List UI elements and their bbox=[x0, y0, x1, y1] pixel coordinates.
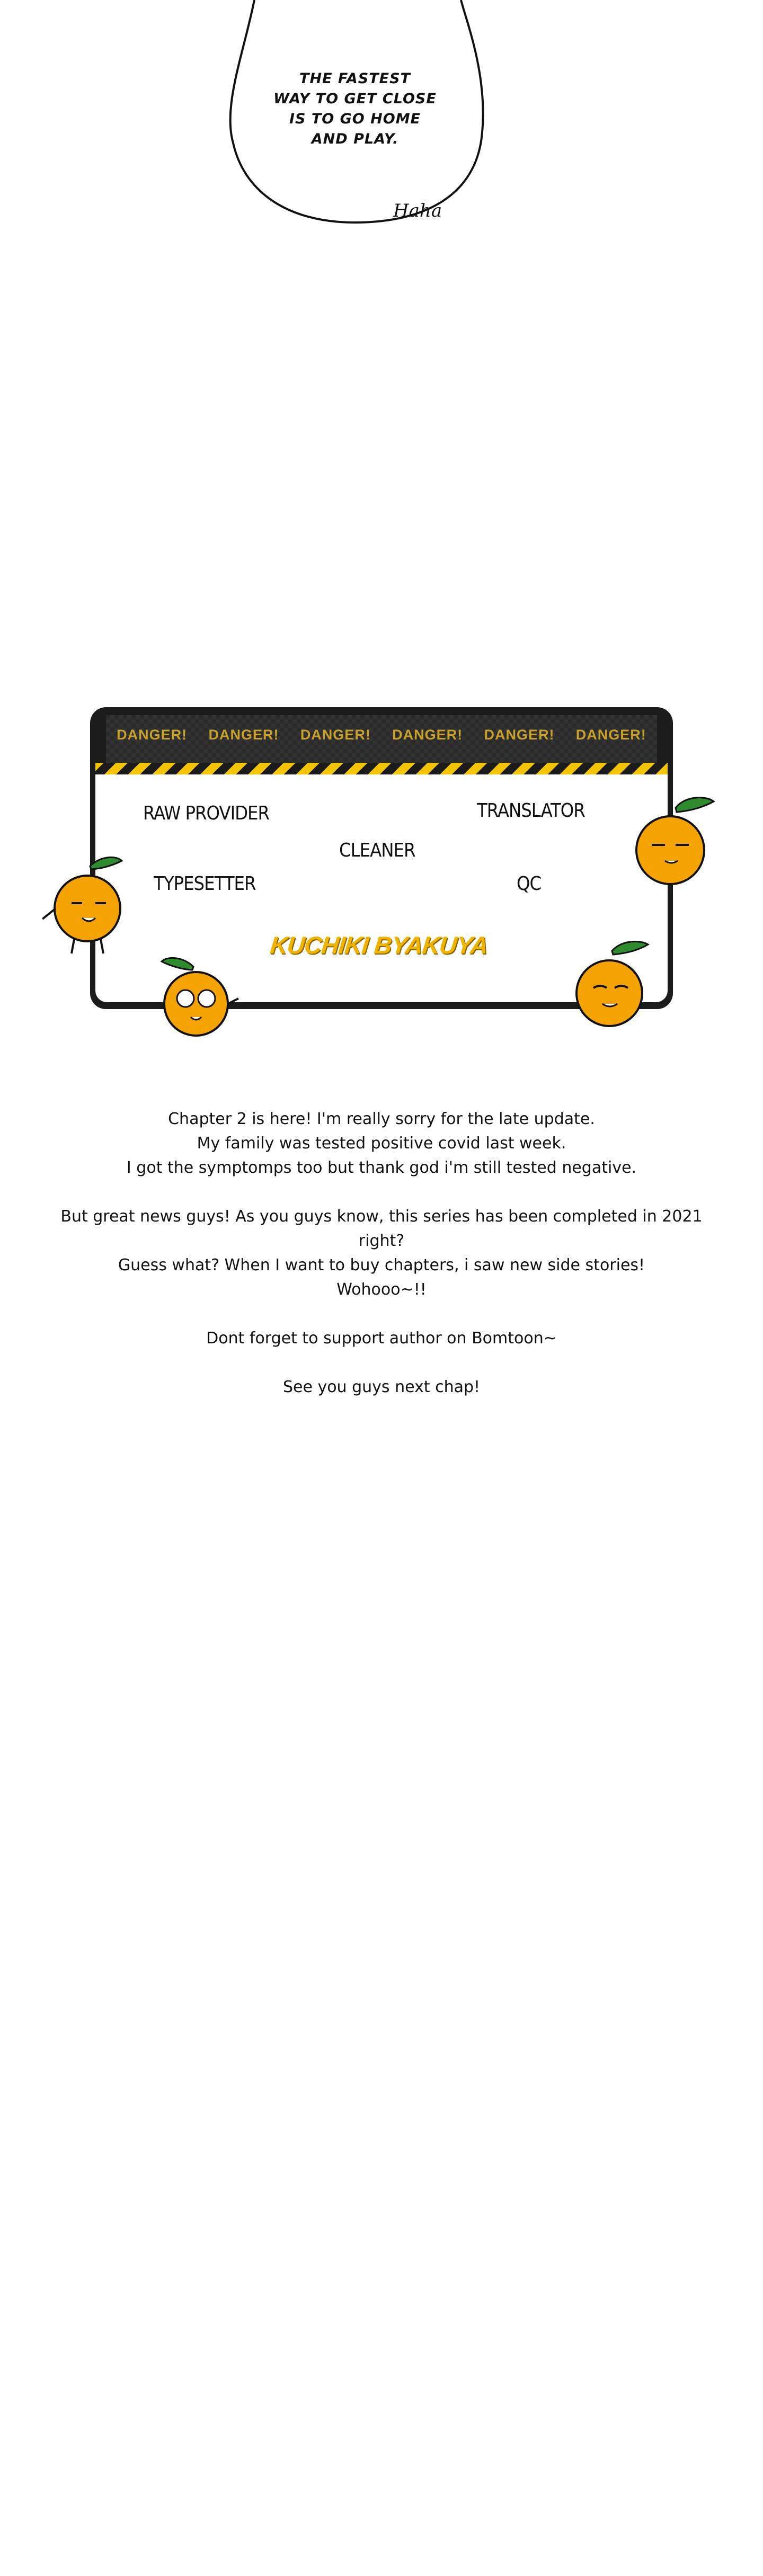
note-line: I got the symptomps too but thank god i'm still tested negative. bbox=[126, 1158, 637, 1177]
note-line: But great news guys! As you guys know, this series has been completed in 2021 right? bbox=[60, 1207, 703, 1250]
danger-label: DANGER! bbox=[117, 727, 188, 743]
sound-effect-text: Haha bbox=[393, 200, 442, 221]
role-qc: QC bbox=[517, 873, 542, 895]
note-line: Guess what? When I want to buy chapters, i saw new side stories! bbox=[118, 1256, 645, 1274]
note-line: Chapter 2 is here! I'm really sorry for the late update. bbox=[168, 1110, 595, 1128]
note-line: Dont forget to support author on Bomtoon~ bbox=[206, 1329, 557, 1348]
bubble-line: WAY TO GET CLOSE bbox=[273, 91, 437, 107]
bubble-line: THE FASTEST bbox=[299, 70, 411, 87]
orange-mascot-left-icon bbox=[42, 850, 132, 956]
role-translator: TRANSLATOR bbox=[477, 800, 585, 822]
bubble-line: IS TO GO HOME bbox=[289, 111, 421, 127]
note-line: My family was tested positive covid last week. bbox=[197, 1134, 566, 1153]
role-cleaner: CLEANER bbox=[339, 840, 415, 861]
danger-banner bbox=[106, 727, 657, 743]
orange-mascot-glasses-icon bbox=[151, 951, 241, 1046]
danger-label: DANGER! bbox=[484, 727, 555, 743]
danger-label: DANGER! bbox=[300, 727, 371, 743]
group-logo: KUCHIKI BYAKUYA bbox=[269, 931, 489, 959]
bubble-line: AND PLAY. bbox=[311, 131, 399, 147]
danger-label: DANGER! bbox=[575, 727, 646, 743]
orange-mascot-right-top-icon bbox=[623, 792, 718, 893]
note-line: Wohooo~!! bbox=[336, 1280, 427, 1299]
role-typesetter: TYPESETTER bbox=[154, 873, 256, 895]
danger-label: DANGER! bbox=[208, 727, 279, 743]
orange-mascot-right-bottom-icon bbox=[564, 935, 654, 1036]
speech-bubble-text bbox=[265, 69, 445, 149]
note-line: See you guys next chap! bbox=[282, 1378, 481, 1396]
role-raw-provider: RAW PROVIDER bbox=[143, 803, 270, 824]
hazard-stripe bbox=[95, 763, 668, 774]
danger-label: DANGER! bbox=[392, 727, 463, 743]
translator-notes bbox=[53, 1107, 710, 1400]
